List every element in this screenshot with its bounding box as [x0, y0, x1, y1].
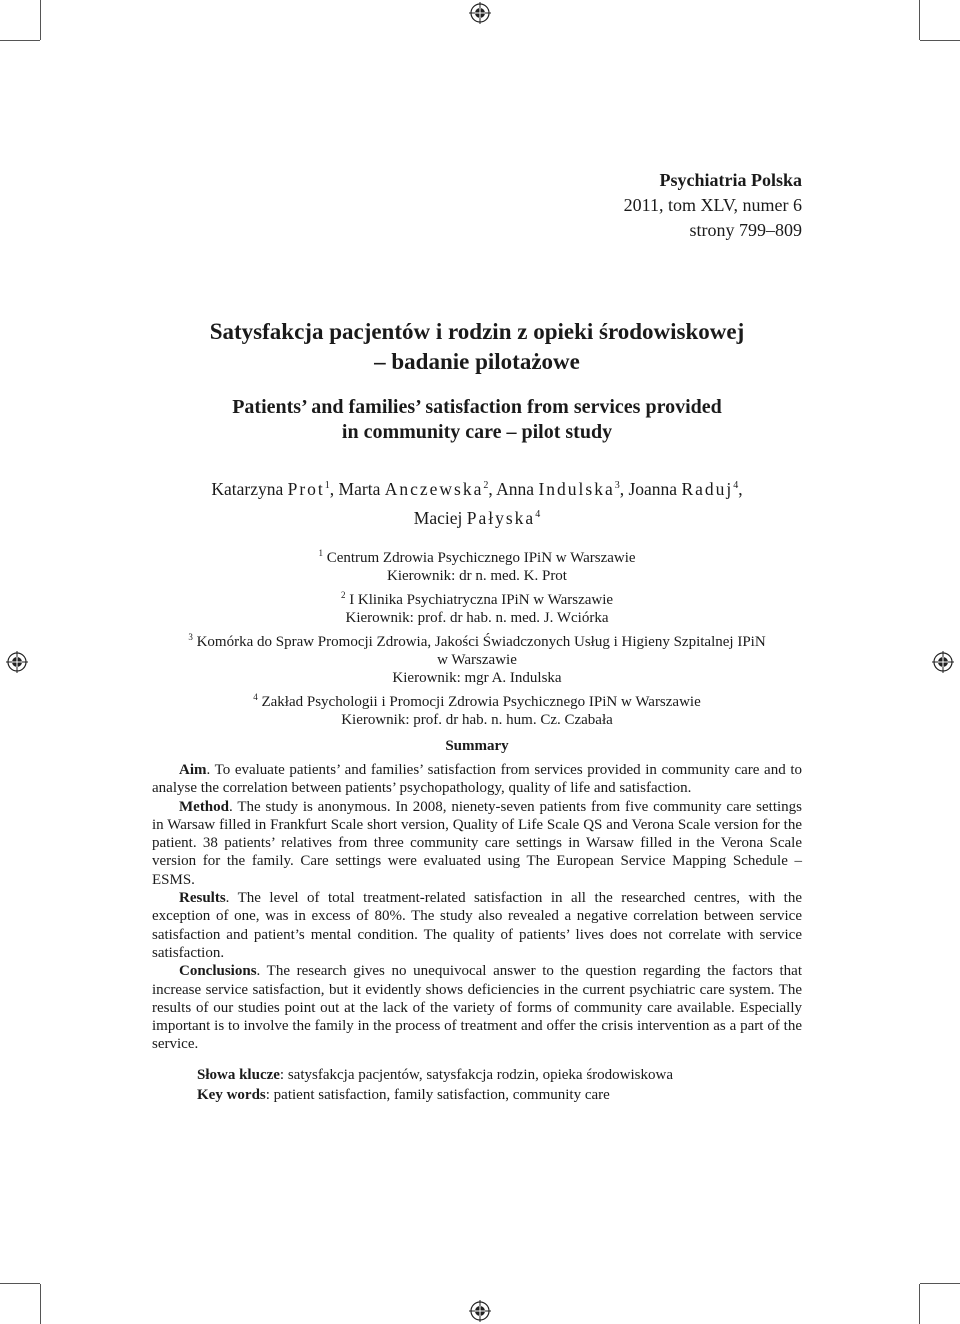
summary-heading: Summary: [445, 738, 509, 754]
crop-mark: [920, 40, 960, 41]
summary-conclusions: [152, 962, 802, 1053]
registration-mark-icon: [6, 651, 28, 673]
journal-pages: strony 799–809: [689, 220, 802, 240]
author-separator: ,: [619, 479, 629, 499]
title-english-line-2: in community care – pilot study: [341, 421, 613, 443]
title-polish-line-2: – badanie pilotażowe: [374, 349, 580, 374]
author-first-name: Joanna: [628, 479, 678, 499]
author-affiliation-number: 2: [483, 480, 489, 491]
conclusions-text: . The research gives no unequivocal answer to the question regarding the factors that increase service satisfaction, but it evidently shows deficiencies in the current psychiatric care system. The results of our studies point out at the lack of the variety of forms of community care available. Especially important is to involve the family in the process of treatment and offer the crisis intervention as a part of the service.: [152, 963, 802, 1053]
affiliation-number: 2: [340, 589, 346, 600]
registration-mark-icon: [469, 1300, 491, 1322]
crop-mark: [919, 1284, 920, 1324]
journal-header: [624, 168, 802, 243]
summary-method: [152, 798, 802, 889]
crop-mark: [919, 0, 920, 40]
author-separator: ,: [488, 479, 497, 499]
author-last-name: Prot: [287, 479, 325, 499]
journal-name: Psychiatria Polska: [659, 170, 802, 190]
crop-mark: [920, 1283, 960, 1284]
keywords-polish: [197, 1065, 802, 1085]
author-first-name: Katarzyna: [211, 479, 284, 499]
author-first-name: Marta: [338, 479, 381, 499]
affiliation-head: Kierownik: prof. dr hab. n. med. J. Wciórka: [345, 610, 609, 627]
affiliation-number: 1: [318, 548, 323, 558]
author-list: [152, 473, 802, 531]
affiliation-head: Kierownik: prof. dr hab. n. hum. Cz. Czabała: [341, 712, 613, 729]
affiliation-name: Zakład Psychologii i Promocji Zdrowia Psychicznego IPiN w Warszawie: [261, 693, 701, 710]
results-label: Results: [179, 890, 226, 907]
author-affiliation-number: 4: [535, 509, 541, 520]
affiliation-name: Komórka do Spraw Promocji Zdrowia, Jakości Świadczonych Usług i Higieny Szpitalnej IPiN: [196, 633, 766, 650]
author-first-name: Maciej: [413, 508, 463, 528]
title-polish: [152, 317, 802, 377]
affiliation-number: 4: [253, 691, 258, 702]
method-text: . The study is anonymous. In 2008, nienety-seven patients from five community care settings in Warsaw filled in Frankfurt Scale short version, Quality of Life Scale QS and Verona Scale version for the patient. 38 patients’ relatives from three community care settings in Warsaw filled in the Verona Scale version for the family. Care settings were evaluated using The European Service Mapping Schedule – ESMS.: [152, 798, 802, 888]
affiliation-head: Kierownik: dr n. med. K. Prot: [387, 568, 567, 585]
keywords-block: [197, 1065, 802, 1105]
registration-mark-icon: [932, 651, 954, 673]
author-first-name: Anna: [496, 479, 535, 499]
summary-results: [152, 889, 802, 962]
affiliation-name-continued: w Warszawie: [437, 652, 517, 669]
title-english: [152, 395, 802, 445]
author-separator: ,: [329, 479, 339, 499]
affiliation-number: 3: [188, 631, 193, 642]
crop-mark: [40, 1284, 41, 1324]
keywords-polish-text: : satysfakcja pacjentów, satysfakcja rodzin, opieka środowiskowa: [279, 1067, 673, 1083]
keywords-polish-label: Słowa klucze: [197, 1067, 280, 1083]
author-affiliation-number: 3: [614, 480, 620, 491]
title-polish-line-1: Satysfakcja pacjentów i rodzin z opieki środowiskowej: [209, 319, 745, 344]
conclusions-label: Conclusions: [179, 963, 257, 980]
aim-label: Aim: [179, 762, 207, 778]
summary-aim: [152, 761, 802, 798]
author-affiliation-number: 4: [733, 480, 739, 491]
keywords-english-text: : patient satisfaction, family satisfaction, community care: [265, 1087, 610, 1103]
affiliation-name: Centrum Zdrowia Psychicznego IPiN w Warszawie: [326, 550, 636, 566]
aim-text: . To evaluate patients’ and families’ satisfaction from services provided in community care and to analyse the correlation between patients’ psychopathology, quality of life and satisfaction.: [152, 762, 802, 797]
registration-mark-icon: [469, 2, 491, 24]
author-last-name: Raduj: [681, 479, 734, 499]
method-label: Method: [179, 798, 229, 815]
author-last-name: Indulska: [538, 479, 615, 499]
author-last-name: Anczewska: [384, 479, 484, 499]
crop-mark: [0, 1283, 40, 1284]
keywords-english: [197, 1085, 802, 1105]
journal-volume: 2011, tom XLV, numer 6: [623, 195, 802, 215]
title-english-line-1: Patients’ and families’ satisfaction from services provided: [232, 396, 722, 418]
summary-body: [152, 761, 802, 1054]
keywords-english-label: Key words: [197, 1087, 266, 1103]
results-text: . The level of total treatment-related satisfaction in all the researched centres, with the exception of one, was in excess of 80%. The study also revealed a negative correlation between service satisfaction and patient’s mental condition. The quality of patients’ lives does not correlate with service satisfaction.: [152, 890, 802, 961]
author-last-name: Pałyska: [466, 508, 536, 528]
crop-mark: [0, 40, 40, 41]
author-affiliation-number: 1: [324, 480, 330, 491]
affiliation-name: I Klinika Psychiatryczna IPiN w Warszawie: [349, 591, 614, 608]
affiliation-head: Kierownik: mgr A. Indulska: [392, 670, 562, 687]
affiliation-list: [152, 544, 802, 730]
crop-mark: [40, 0, 41, 40]
author-separator: ,: [738, 479, 743, 499]
